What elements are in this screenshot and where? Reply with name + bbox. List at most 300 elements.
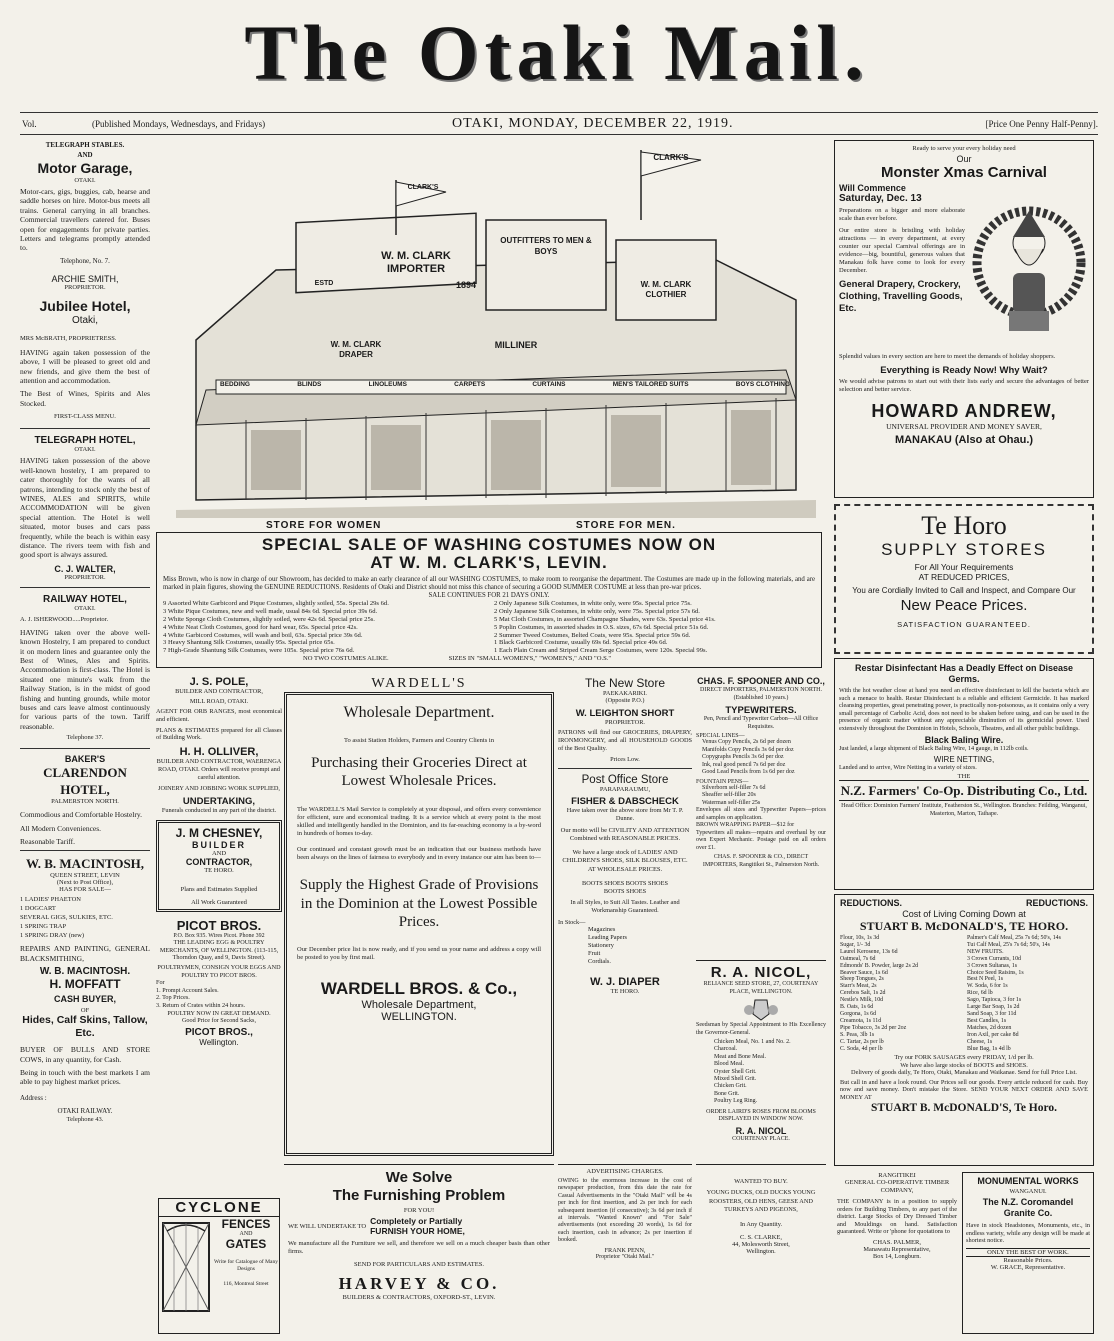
isherwood: A. J. ISHERWOOD.....Proprietor.	[20, 615, 109, 623]
picot-po: P.O. Box 935. Wires Picot. Phone 392	[173, 933, 265, 940]
royal-crest-icon	[741, 996, 781, 1022]
published-note: (Published Mondays, Wednesdays, and Fridays)	[92, 119, 266, 129]
typewriters-title: TYPEWRITERS.	[725, 705, 797, 716]
any-quantity: In Any Quantity.	[739, 1220, 783, 1228]
masthead-title: The Otaki Mail.	[244, 9, 870, 96]
garage-text: Motor-cars, gigs, buggies, cab, hearse and saddle horses on hire. Motor-bus meets all trains. General carrying in all branches. Commercial travellers catered for. Buses open for engagements for private parties. Letters and telegrams promptly attended to.	[20, 187, 150, 253]
pencil-item: Manifolds Copy Pencils 3s 6d per doz	[702, 746, 794, 753]
price-item: Choice Seed Raisins, 1s	[967, 969, 1024, 976]
sale-item: 4 White Neat Cloth Costumes, good for hard wear, 65s. Special price 42s.	[163, 623, 358, 631]
we-solve: We Solve	[385, 1169, 453, 1186]
rangitikei-title: RANGITIKEI	[878, 1172, 916, 1179]
crest-illustration	[696, 996, 826, 1022]
head-office: Head Office: Dominion Farmers' Institute, Featherston St., Wellington. Branches: Feilding, Wanganui, Masterton, Marton, Taihape.	[841, 803, 1087, 817]
good-price: Good Price for Second Sacks,	[181, 1017, 257, 1025]
wanted-text: YOUNG DUCKS, OLD DUCKS YOUNG ROOSTERS, OLD HENS, GEESE AND TURKEYS AND PIGEONS,	[706, 1189, 816, 1213]
telegraph-hotel-title: TELEGRAPH HOTEL,	[34, 435, 136, 447]
short-proprietor: PROPRIETOR.	[605, 719, 645, 726]
wardell-ad	[284, 676, 554, 1162]
store-for-men: STORE FOR MEN.	[576, 520, 676, 531]
telegraph-hotel-text: HAVING taken possession of the above well-known hostelry, I am prepared to cater thoroughly for the wants of all patrons, intending to stock only the best of WINES, ALES and SPIRITS, while ACCOMMODATION will be given special attention. The Hotel is well situated, motor buses and cars pass frequently, while the beach is within easy distance. The rivers teem with fish and good sport is always assured.	[20, 456, 150, 560]
nicol-name: R. A. NICOL,	[710, 964, 812, 981]
fountain-pens: FOUNTAIN PENS—	[696, 778, 749, 785]
chesney-plans: Plans and Estimates Supplied	[180, 886, 258, 894]
the-label: THE	[957, 773, 971, 780]
cash-buyer: CASH BUYER,	[53, 994, 116, 1005]
wire-netting: WIRE NETTING,	[933, 754, 995, 764]
touch-text: Being in touch with the best markets I am able to pay highest market prices.	[20, 1068, 150, 1087]
sign-tailored: MEN'S TAILORED SUITS	[612, 381, 689, 388]
sale-item: 1 LADIES' PHAETON	[20, 896, 81, 904]
price-item: Cerebos Salt, 1s 2d	[840, 990, 886, 997]
entire-store: Our entire store is bristling with holiday attractions — in every department, at every counter our special Carnival offerings are in evidence—big, bountiful, generous values that Manakau folk have come to look for every December.	[839, 227, 965, 274]
molesworth: 44, Molesworth Street,	[732, 1240, 790, 1248]
nicol-signature: R. A. NICOL	[735, 1125, 787, 1136]
railway-hotel-title: RAILWAY HOTEL,	[43, 593, 127, 605]
sale-item: 9 Assorted White Garbicord and Pique Costumes, slightly soiled, 55s. Special 29s 6d.	[163, 600, 389, 608]
leighton-short: W. LEIGHTON SHORT	[575, 708, 675, 719]
pen-item: Silverborn self-filler 7s 6d	[702, 784, 766, 791]
bulls-text: BUYER OF BULLS AND STORE COWS, in any quantity, for Cash.	[20, 1045, 150, 1064]
wardell-name: WARDELL'S	[371, 676, 467, 691]
farmers-coop-ad	[834, 658, 1094, 890]
jubilee-text: HAVING again taken possession of the above, I will be pleased to greet old and new friends, and give them the best of attention and accommodation.	[20, 347, 150, 386]
motor-garage-title: Motor Garage,	[37, 160, 133, 176]
monster-carnival: Monster Xmas Carnival	[881, 164, 1047, 181]
otaki-railway: OTAKI RAILWAY.	[57, 1106, 113, 1115]
jubilee-town: Otaki,	[71, 314, 99, 326]
send-particulars: SEND FOR PARTICULARS AND ESTIMATES.	[354, 1261, 484, 1268]
frank-penn: FRANK PENN,	[604, 1246, 646, 1254]
price-item: Creamota, 1s 11d	[840, 1017, 882, 1024]
boots-shoes-list: BOOTS SHOES BOOTS SHOES BOOTS SHOES	[582, 880, 668, 896]
chesney-tehoro: TE HORO.	[204, 867, 234, 875]
price-item: Pipe Tobacco, 3s 2d per 2oz	[840, 1024, 907, 1031]
styles: In all Styles, to Suit All Tastes. Leather and Workmanship Guaranteed.	[570, 899, 680, 915]
picot-item: 1. Prompt Account Sales.	[156, 986, 219, 994]
furnishing-problem: The Furnishing Problem	[332, 1187, 506, 1204]
typewriter-repairs: Typewriters all makes—repairs and overhaul by our own Expert Mechanic. Postage paid on all orders over £1.	[696, 829, 826, 851]
picot-item: 2. Top Prices.	[156, 994, 190, 1002]
cyclone-ad	[158, 1198, 280, 1334]
masthead-rule-lower	[20, 134, 1098, 135]
sign-strip	[220, 381, 790, 393]
sale-item: 5 Mat Cloth Costumes, in assorted Champagne Shades, were 63s. Special price 41s.	[494, 616, 716, 623]
sale-headline: SPECIAL SALE OF WASHING COSTUMES NOW ON	[261, 535, 717, 554]
howard-body	[839, 183, 1089, 353]
funerals: Funerals conducted in any part of the district.	[161, 807, 277, 815]
prices-low: Prices Low.	[610, 756, 640, 764]
sale-box	[156, 532, 822, 668]
reductions-row	[840, 898, 1088, 909]
olliver-title: H. H. OLLIVER,	[179, 746, 259, 759]
wardell-wellington: WELLINGTON.	[381, 1010, 457, 1023]
cyclone-text	[213, 1217, 279, 1317]
mcbrath: MRS McBRATH, PROPRIETRESS.	[20, 334, 117, 342]
sale-item: 3 Heavy Shantung Silk Costumes, usually 95s. Special price 65s.	[163, 639, 335, 647]
post-office-store: Post Office Store	[581, 774, 669, 787]
pencil-list	[696, 739, 826, 777]
walter-proprietor: PROPRIETOR.	[64, 573, 106, 581]
price-item: C. Tartar, 2s per lb	[840, 1038, 884, 1045]
commodious: Commodious and Comfortable Hostelry.	[20, 810, 142, 820]
price-item: Sand Soap, 3 for 11d	[967, 1010, 1017, 1017]
sign-lino: LINOLEUMS	[368, 381, 407, 388]
cyclone-and: AND	[239, 1231, 253, 1237]
howard-andrew-ad	[834, 140, 1094, 498]
picot-wellington: Wellington.	[199, 1037, 239, 1047]
sale-list-left	[163, 600, 484, 655]
next-to-post-office: (Next to Post Office),	[56, 879, 114, 887]
picot-item: 3. Return of Crates within 24 hours.	[156, 1001, 246, 1009]
supply-highest-grade: Supply the Highest Grade of Provisions in the Dominion at the Lowest Possible Prices.	[299, 877, 539, 930]
rangitikei-ad	[834, 1170, 960, 1335]
laird-roses: ORDER LAIRD'S ROSES FROM BLOOMS DISPLAYED IN WINDOW NOW.	[706, 1108, 816, 1123]
price-item: B. Oats, 1s 6d	[840, 1004, 874, 1011]
poultrymen: POULTRYMEN, CONSIGN YOUR EGGS AND POULTRY TO PICOT BROS.	[157, 963, 281, 979]
sale-item: 1 Each Plain Cream and Striped Cream Serge Costumes, were 120s. Special 99s.	[494, 647, 708, 655]
wanted-ad	[696, 1164, 826, 1336]
feed-item: Chicken Grit.	[714, 1083, 747, 1090]
envelopes: Envelopes all sizes and Typewriter Papers—prices and samples on application.	[696, 807, 826, 821]
howard-andrew-name: HOWARD ANDREW,	[871, 401, 1057, 421]
coromandel-granite: The N.Z. Coromandel Granite Co.	[982, 1197, 1074, 1218]
feed-item: Oyster Shell Grit.	[714, 1068, 757, 1075]
palmerston-north: PALMERSTON NORTH.	[51, 798, 119, 806]
splendid-values: Splendid values in every section are here to meet the demands of holiday shoppers.	[839, 353, 1056, 360]
flag-clarks-right: CLARK'S	[653, 153, 689, 162]
sign-clothier: W. M. CLARK CLOTHIER	[640, 280, 692, 299]
archie-smith: ARCHIE SMITH,	[51, 273, 119, 284]
wholesale-department: Wholesale Department.	[343, 704, 495, 721]
supply-stores: SUPPLY STORES	[881, 540, 1047, 559]
brown-paper: BROWN WRAPPING PAPER—$12 for	[696, 822, 795, 828]
jubilee-hotel-title: Jubilee Hotel,	[39, 297, 131, 314]
stock-list	[558, 926, 692, 966]
reductions-left: REDUCTIONS.	[840, 898, 903, 908]
vol-label: Vol.	[22, 119, 37, 129]
clarendon-hotel-title: CLARENDON HOTEL,	[43, 765, 127, 798]
undertaking: UNDERTAKING,	[182, 796, 256, 808]
masthead	[150, 8, 964, 108]
telephone-37: Telephone 37.	[66, 734, 104, 742]
clark-illustration	[156, 140, 822, 518]
chesney-work: All Work Guaranteed	[191, 899, 247, 907]
spooner-ad	[696, 676, 826, 956]
column-newstore	[558, 676, 692, 1162]
price-item: Large Bar Soap, 1s 2d	[967, 1004, 1020, 1011]
preparations: Preparations on a bigger and more elaborate scale than ever before.	[839, 207, 965, 222]
stock-item: Leading Papers	[588, 934, 627, 942]
storefront-drawing	[156, 140, 822, 518]
paekakariki: PAEKAKARIKI.	[602, 690, 648, 697]
mill-road: MILL ROAD, OTAKI.	[189, 698, 249, 705]
undertake-row	[288, 1216, 550, 1236]
stables-title: TELEGRAPH STABLES.	[45, 141, 125, 149]
chesney-builder: BUILDER	[192, 840, 246, 851]
monumental-ad	[962, 1172, 1094, 1334]
stables-and: AND	[77, 151, 93, 159]
purchasing-groceries: Purchasing their Groceries Direct at	[311, 755, 527, 771]
rangitikei-text: THE COMPANY is in a position to supply orders for Building Timbers, to any part of the district. Large Stocks of Dry Dressed Timber and Mouldings on hand. Satisfaction guaranteed. Write or 'phone for quotations to	[837, 1198, 957, 1236]
sale-intro: Miss Brown, who is now in charge of our Showroom, has decided to make an early clearance of all our WASHING COSTUMES, to make room to reorganise the department. The Costumes are made up in the following materials, and are marked in plain figures, showing the GENUINE REDUCTIONS. Residents of Otaki and District should not miss this chance of securing a GOOD SUMMER COSTUME at less than pre-war prices.	[163, 576, 815, 592]
price-item: Nestle's Milk, 10d	[840, 997, 884, 1004]
price-item: Gorgona, 1s 6d	[840, 1010, 877, 1017]
rangitikei-coop: GENERAL CO-OPERATIVE TIMBER COMPANY,	[844, 1179, 950, 1194]
store-labels	[156, 520, 822, 532]
column-pole	[156, 676, 282, 1196]
feed-item: Blood Meal.	[714, 1061, 744, 1068]
box-longburn: Box 14, Longburn.	[873, 1252, 921, 1260]
railway-hotel-text: HAVING taken over the above well-known Hostelry, I am prepared to conduct it on modern lines and guarantee only the Best of Wines, Ales and Spirits. Accommodation is first-class. The Hotel is situated one minute's walk from the Railway Station, is in the midst of good fishing and hunting grounds, while motor buses and cars leave almost continuously for various parts of the town. Tariff reasonable.	[20, 627, 150, 731]
wanted-wellington: Wellington.	[746, 1247, 776, 1255]
masthead-rule	[20, 112, 1098, 113]
will-commence: Will Commence	[839, 183, 906, 193]
feed-list	[696, 1039, 826, 1106]
price-item: Sugar, 1/- 3d	[840, 941, 871, 948]
harvey-ad	[284, 1164, 554, 1336]
dateline: OTAKI, MONDAY, DECEMBER 22, 1919.	[452, 116, 734, 131]
sign-outfitters: OUTFITTERS TO MEN & BOYS	[500, 236, 592, 256]
delivery: Delivery of goods daily, Te Horo, Otaki, Manakau and Waikanae. Send for full Price List.	[851, 1069, 1077, 1077]
sizes: SIZES IN "SMALL WOMEN'S," "WOMEN'S," AND "O.S."	[448, 654, 612, 662]
for-label: For	[156, 979, 165, 987]
manakau: MANAKAU (Also at Ohau.)	[894, 434, 1034, 446]
chas-palmer: CHAS. PALMER,	[873, 1238, 921, 1246]
only-best: ONLY THE BEST OF WORK.	[966, 1248, 1090, 1257]
mcdonald-lists	[840, 935, 1088, 1052]
sign-carpets: CARPETS	[454, 381, 486, 388]
col1-rule-4	[20, 850, 150, 851]
has-for-sale: HAS FOR SALE—	[59, 886, 111, 894]
pen-item: Waterman self-filler 25s	[702, 799, 761, 806]
farmers-name: N.Z. Farmers' Co-Op. Distributing Co., Ltd.	[839, 780, 1089, 801]
wanted-title: WANTED TO BUY.	[734, 1178, 788, 1185]
joinery: JOINERY AND JOBBING WORK SUPPLIED,	[158, 784, 280, 792]
no-two-alike: NO TWO COSTUMES ALIKE.	[303, 654, 389, 662]
col1-rule-3	[20, 748, 150, 749]
price-item: Palmer's Calf Meal, 25s 7s 6d; 50's, 14s	[967, 935, 1061, 941]
bakers: BAKER'S	[64, 754, 106, 765]
mcdonald-name-2: STUART B. McDONALD'S, Te Horo.	[870, 1102, 1058, 1115]
gate-icon	[159, 1217, 213, 1317]
advertising-charges	[558, 1164, 692, 1336]
nicol-ad	[696, 960, 826, 1160]
modern-conveniences: All Modern Conveniences.	[20, 823, 102, 833]
cyclone-title: CYCLONE	[159, 1199, 279, 1217]
chesney-contractor: CONTRACTOR,	[185, 857, 253, 868]
price-item: Cheese, 1s	[967, 1038, 993, 1045]
feed-item: Meat and Bone Meal.	[714, 1053, 766, 1060]
diaper: W. J. DIAPER	[590, 976, 660, 989]
patrons-text: PATRONS will find our GROCERIES, DRAPERY, IRONMONGERY, and all HOUSEHOLD GOODS of the Best Quality.	[558, 729, 692, 752]
motor-garage-town: OTAKI.	[74, 177, 96, 184]
restar-title: Restar Disinfectant Has a Deadly Effect on Disease Germs.	[854, 663, 1074, 684]
price-note: [Price One Penny Half-Penny].	[985, 119, 1098, 129]
mcdonald-list-right	[967, 935, 1088, 1052]
undertake: WE WILL UNDERTAKE TO	[288, 1222, 367, 1230]
mcdonald-name: STUART B. McDONALD'S, TE HORO.	[859, 919, 1069, 933]
spooner-name: CHAS. F. SPOONER AND CO.,	[697, 676, 825, 686]
plans-estimates: PLANS & ESTIMATES prepared for all Classes of Building Work.	[156, 726, 282, 742]
restar-text: With the hot weather close at hand you need an effective disinfectant to kill the bacteria which are such a menace to health. Restar Disinfectant is a reliable and efficient Germicide. It has marked cleansing properties, great penetrating power, is practically non-poisonous, as it contains only a very small percentage of Carbolic Acid, does not need to be shaken before using, and can be used in the presence of organic matter without any appreciable diminution of its germicidal power. Used extensively throughout the Dominion in Hotels, Schools, Theatres, and all other public buildings.	[839, 687, 1089, 732]
office-requisites: Pen, Pencil and Typewriter Carbon—All Office Requisites.	[703, 716, 819, 730]
stock-item: Magazines	[588, 926, 616, 934]
sign-boys: BOYS CLOTHING	[735, 381, 790, 388]
sale-lists	[163, 600, 815, 655]
call-in: But call in and have a look round. Our Prices sell our goods. Every article reduced for cash. Buy now and save money. Don't mistake the Store. SEND YOUR NEXT ORDER AND SAVE MONEY AT	[840, 1078, 1088, 1101]
fisher-text: Have taken over the above store from Mr T. P. Dunne.	[566, 807, 684, 823]
cyclone-address: 116, Montreal Street	[223, 1281, 269, 1287]
address-label: Address :	[20, 1093, 47, 1102]
monumental-title: MONUMENTAL WORKS	[977, 1176, 1079, 1186]
sign-year: 1894	[455, 280, 477, 290]
archie-proprietor: PROPRIETOR.	[64, 283, 106, 291]
satisfaction: SATISFACTION GUARANTEED.	[897, 620, 1031, 629]
advertising-text: OWING to the enormous increase in the cost of newspaper production, from this date the rate for Casual Advertisements in the "Otaki Mail" will be 4s per inch for first insertion, and 2s per inch for each subsequent insertion (if consecutive); 3s 6d per inch if at intervals. "Wanted Known" and "For Sale" advertisements (not exceeding 20 words), 1s 6d for each insertion, cash in advance; 2s per insertion if booked.	[558, 1178, 692, 1244]
pole-builder: BUILDER AND CONTRACTOR,	[175, 688, 263, 695]
cyclone-gates: GATES	[225, 1237, 267, 1251]
sale-item: 1 Black Garbicord Costume, usually 69s 6d. Special price 49s 6d.	[494, 639, 668, 647]
seedsman-appointment: Seedsman by Special Appointment to His Excellency the Governor-General.	[696, 1022, 826, 1036]
price-item: Edmonds' B. Powder, large 2s 2d	[840, 962, 919, 969]
price-item: Iron Axil, per cake 8d	[967, 1031, 1019, 1038]
tehoro-title: Te Horo	[921, 511, 1007, 540]
walter: C. J. WALTER,	[54, 563, 116, 574]
netting-text: Landed and to arrive, Wire Netting in a variety of sizes.	[839, 763, 977, 771]
price-item: Flour, 10s, 1s 3d	[840, 935, 880, 941]
fork-sausages: Try our FORK SAUSAGES every FRIDAY, 1/d per lb.	[894, 1054, 1034, 1062]
sale-item: 1 SPRING DRAY (new)	[20, 932, 84, 940]
price-item: Starr's Meat, 2s	[840, 983, 877, 990]
price-item: 3 Crown Sultanas, 1s	[967, 962, 1018, 969]
for-you: FOR YOU!	[403, 1207, 435, 1214]
sign-blinds: BLINDS	[297, 381, 322, 388]
cyclone-body	[159, 1217, 279, 1317]
sign-bedding: BEDDING	[220, 381, 250, 388]
price-item: W. Soda, 6 for 1s	[967, 983, 1008, 990]
price-item: Oatmeal, 7s 6d	[840, 955, 876, 962]
new-store-title: The New Store	[584, 676, 666, 690]
completely-furnish: Completely or Partially FURNISH YOUR HOME,	[370, 1216, 465, 1236]
in-stock: In Stock—	[558, 919, 586, 927]
masthead-strip	[22, 116, 1098, 132]
everything-ready: Everything is Ready Now! Why Wait?	[880, 365, 1048, 376]
saturday: Saturday, Dec. 13	[839, 193, 922, 204]
sign-estd: ESTD	[314, 280, 334, 287]
sale-footer	[163, 655, 815, 663]
repairs: REPAIRS AND PAINTING, GENERAL BLACKSMITHING,	[20, 944, 150, 963]
sale-item: 2 White Sponge Cloth Costumes, slightly soiled, were 42s 6d. Special price 25s.	[163, 616, 375, 623]
of-label: OF	[80, 1007, 90, 1015]
sign-curtains: CURTAINS	[532, 381, 566, 388]
best-wines: The Best of Wines, Spirits and Ales Stocked.	[20, 389, 150, 408]
tehoro-supply-ad	[834, 504, 1094, 654]
price-item: NEW FRUITS.	[967, 948, 1004, 955]
universal-provider: UNIVERSAL PROVIDER AND MONEY SAVER,	[886, 422, 1042, 431]
wanganui: WANGANUI.	[1009, 1188, 1047, 1195]
feed-item: Mixed Shell Grit.	[714, 1076, 757, 1083]
price-item: Rice, 6d lb	[967, 990, 993, 997]
sale-item: 1 SPRING TRAP	[20, 923, 67, 931]
telegraph-stables	[20, 140, 150, 160]
baling-text: Just landed, a large shipment of Black Baling Wire, 14 gauge, in 112lb coils.	[839, 745, 1029, 752]
chesney-box	[156, 820, 282, 912]
price-item: Sago, Tapioca, 3 for 1s	[967, 997, 1022, 1004]
gate-illustration	[159, 1217, 213, 1317]
price-item: Best N Peel, 1s	[967, 976, 1003, 983]
picot-title: PICOT BROS.	[176, 918, 262, 934]
price-item: Beaver Sauce, 1s 6d	[840, 969, 888, 976]
reasonable-tariff: Reasonable Tariff.	[20, 837, 76, 847]
spooner-signature: CHAS. F. SPOONER & CO., DIRECT IMPORTERS, Rangitikei St., Palmerston North.	[702, 854, 820, 868]
sale-item: 4 White Garbicord Costumes, will wash and boil, 63s. Special price 39s 6d.	[163, 631, 363, 639]
santa-illustration	[969, 183, 1089, 353]
sign-importer: W. M. CLARK IMPORTER	[381, 250, 451, 275]
telephone-7: Telephone, No. 7.	[60, 256, 110, 265]
special-lines: SPECIAL LINES—	[696, 733, 745, 739]
cyclone-fences: FENCES	[221, 1217, 271, 1231]
pencil-item: Ink, real good pencil 7s 6d per doz	[702, 761, 786, 768]
sale-item: 7 High-Grade Shantung Silk Costumes, were 105s. Special price 76s 6d.	[163, 647, 355, 655]
opposite-po: (Opposite P.O.)	[605, 697, 645, 704]
price-item: 3 Crown Currants, 10d	[967, 955, 1021, 962]
courtenay-place: COURTENAY PLACE.	[732, 1135, 790, 1142]
sale-item: 1 DOGCART	[20, 905, 56, 913]
pencil-item: Venus Copy Pencils, 2s 6d per dozen	[702, 739, 791, 745]
sale-continues: SALE CONTINUES FOR 21 DAYS ONLY.	[428, 592, 550, 600]
price-item: Best Candles, 1s	[967, 1017, 1007, 1024]
first-class-menu: FIRST-CLASS MENU.	[54, 413, 116, 421]
advertising-title: ADVERTISING CHARGES.	[586, 1168, 664, 1175]
price-item: Blue Bag, 1s 4d lb	[967, 1045, 1011, 1052]
reduced-prices: AT REDUCED PRICES,	[918, 572, 1010, 582]
boots-shoes: We have also large stocks of BOOTS and SHOES.	[900, 1061, 1028, 1069]
price-item: Tui Calf Meal, 25's 7s 6d; 50's, 14s	[967, 941, 1050, 948]
reductions-right: REDUCTIONS.	[1025, 898, 1088, 908]
macintosh-signature: W. B. MACINTOSH.	[39, 966, 131, 978]
col1-rule-2	[20, 587, 150, 588]
picot-signature: PICOT BROS.,	[185, 1026, 253, 1038]
cost-of-living: Cost of Living Coming Down at	[902, 909, 1026, 919]
mcdonald-ad	[834, 894, 1094, 1166]
price-item: Sheep Tongues, 2s	[840, 976, 884, 983]
sale-item: SEVERAL GIGS, SULKIES, ETC.	[20, 914, 113, 922]
mail-proprietor: Proprietor "Otaki Mail."	[595, 1253, 655, 1260]
queen-street: QUEEN STREET, LEVIN	[50, 872, 120, 880]
december-list: Our December price list is now ready, and if you send us your name and address a copy will be posted to you by first mail.	[297, 945, 541, 961]
pencil-item: Copygraphs Pencils 3s 6d per doz	[702, 754, 784, 760]
column-left	[20, 140, 150, 1335]
price-item: S. Peas, 3lb 1s	[840, 1031, 875, 1038]
grace-rep: W. GRACE, Representative.	[990, 1263, 1066, 1271]
wardell-bros: WARDELL BROS. & Co.,	[320, 978, 518, 998]
telegraph-hotel-town: OTAKI.	[74, 446, 96, 454]
price-item: Laurel Kerosene, 13s 6d	[840, 948, 898, 955]
harvey-address: BUILDERS & CONTRACTORS, OXFORD-ST., LEVIN.	[342, 1294, 496, 1301]
clark-sale-ad	[156, 520, 822, 670]
stock-item: Fruit	[588, 950, 601, 958]
sale-headline-2: AT W. M. CLARK'S, LEVIN.	[370, 553, 608, 572]
monumental-text: Have in stock Headstones, Monuments, etc., in endless variety, while any design will be made at shortest notice.	[966, 1222, 1090, 1245]
sale-item: 2 Only Japanese Silk Costumes, in white only, were 95s. Special price 75s.	[494, 600, 692, 608]
sale-item: 3 White Pique Costumes, new and well made, usual 84s 6d. Special price 39s 6d.	[163, 608, 378, 616]
price-item: C. Soda, 4d per lb	[840, 1045, 883, 1052]
feed-item: Bone Grit.	[714, 1090, 740, 1097]
diaper-tehoro: TE HORO.	[610, 988, 640, 996]
store-for-women: STORE FOR WOMEN	[266, 520, 382, 531]
feed-item: Charcoal.	[714, 1046, 738, 1053]
